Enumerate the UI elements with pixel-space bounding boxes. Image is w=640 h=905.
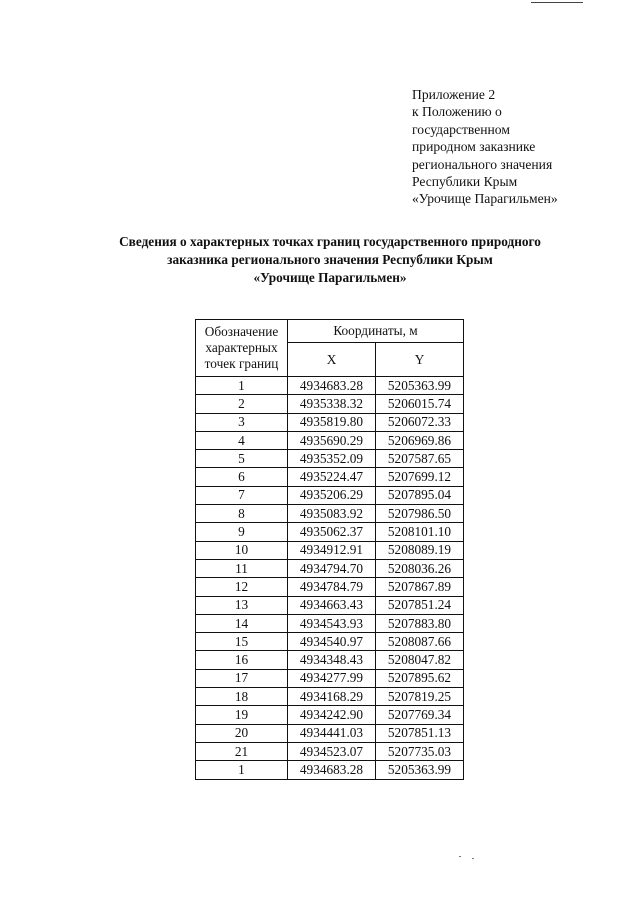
point-designation-header — [196, 320, 288, 377]
y-coordinate-cell: 5207769.34 — [376, 706, 464, 724]
document-title — [60, 233, 600, 287]
y-coordinate-cell: 5207851.24 — [376, 596, 464, 614]
table-row — [196, 651, 464, 669]
table-row — [196, 559, 464, 577]
point-id-cell: 10 — [196, 541, 288, 559]
appendix-line: регионального значения — [412, 156, 553, 172]
y-coordinate-cell: 5207819.25 — [376, 688, 464, 706]
point-id-cell: 1 — [196, 377, 288, 395]
point-id-cell: 8 — [196, 505, 288, 523]
appendix-line: природном заказнике — [412, 139, 536, 155]
point-id-cell: 15 — [196, 633, 288, 651]
table-row — [196, 596, 464, 614]
header-line: характерных — [205, 340, 278, 355]
scan-speck — [459, 856, 461, 857]
x-coordinate-cell: 4935083.92 — [288, 505, 376, 523]
table-row — [196, 468, 464, 486]
point-id-cell: 16 — [196, 651, 288, 669]
point-id-cell: 20 — [196, 724, 288, 742]
x-coordinate-cell: 4934348.43 — [288, 651, 376, 669]
x-coordinate-cell: 4935224.47 — [288, 468, 376, 486]
appendix-line: «Урочище Парагильмен» — [412, 191, 558, 207]
x-coordinate-cell: 4934794.70 — [288, 559, 376, 577]
x-coordinate-cell: 4934441.03 — [288, 724, 376, 742]
x-coordinate-cell: 4934912.91 — [288, 541, 376, 559]
y-coordinate-cell: 5207986.50 — [376, 505, 464, 523]
x-coordinate-cell: 4934663.43 — [288, 596, 376, 614]
y-coordinate-cell: 5206015.74 — [376, 395, 464, 413]
x-coordinate-cell: 4934168.29 — [288, 688, 376, 706]
y-coordinate-cell: 5207895.04 — [376, 486, 464, 504]
y-coordinate-cell: 5208036.26 — [376, 559, 464, 577]
x-column-header: X — [288, 343, 376, 377]
appendix-reference — [412, 86, 612, 208]
table-row — [196, 614, 464, 632]
header-line: точек границ — [204, 356, 279, 371]
table-row — [196, 486, 464, 504]
point-id-cell: 7 — [196, 486, 288, 504]
table-row — [196, 669, 464, 687]
point-id-cell: 19 — [196, 706, 288, 724]
boundary-points-table — [195, 319, 464, 780]
y-coordinate-cell: 5207735.03 — [376, 742, 464, 760]
table-row — [196, 742, 464, 760]
y-coordinate-cell: 5207895.62 — [376, 669, 464, 687]
x-coordinate-cell: 4934683.28 — [288, 761, 376, 779]
table-row — [196, 724, 464, 742]
x-coordinate-cell: 4935690.29 — [288, 431, 376, 449]
y-coordinate-cell: 5207851.13 — [376, 724, 464, 742]
point-id-cell: 2 — [196, 395, 288, 413]
y-coordinate-cell: 5207587.65 — [376, 450, 464, 468]
x-coordinate-cell: 4935352.09 — [288, 450, 376, 468]
point-id-cell: 6 — [196, 468, 288, 486]
table-row — [196, 578, 464, 596]
appendix-line: к Положению о — [412, 104, 502, 120]
x-coordinate-cell: 4934784.79 — [288, 578, 376, 596]
x-coordinate-cell: 4935819.80 — [288, 413, 376, 431]
appendix-line: Приложение 2 — [412, 87, 496, 102]
x-coordinate-cell: 4934277.99 — [288, 669, 376, 687]
appendix-line: Республики Крым — [412, 174, 518, 190]
x-coordinate-cell: 4935206.29 — [288, 486, 376, 504]
header-line: Обозначение — [204, 324, 279, 339]
y-coordinate-cell: 5207699.12 — [376, 468, 464, 486]
appendix-line: государственном — [412, 121, 510, 137]
x-coordinate-cell: 4934540.97 — [288, 633, 376, 651]
title-line: заказника регионального значения Республики Крым — [167, 252, 493, 267]
y-coordinate-cell: 5208087.66 — [376, 633, 464, 651]
table-row — [196, 450, 464, 468]
table-row — [196, 523, 464, 541]
point-id-cell: 14 — [196, 614, 288, 632]
x-coordinate-cell: 4934543.93 — [288, 614, 376, 632]
point-id-cell: 21 — [196, 742, 288, 760]
top-edge-rule — [531, 2, 583, 3]
y-coordinate-cell: 5208047.82 — [376, 651, 464, 669]
table-row — [196, 413, 464, 431]
x-coordinate-cell: 4934242.90 — [288, 706, 376, 724]
table-row — [196, 761, 464, 779]
table-row — [196, 688, 464, 706]
coordinates-header: Координаты, м — [288, 320, 464, 343]
table-row — [196, 706, 464, 724]
point-id-cell: 3 — [196, 413, 288, 431]
point-id-cell: 1 — [196, 761, 288, 779]
point-id-cell: 18 — [196, 688, 288, 706]
table-row — [196, 505, 464, 523]
point-id-cell: 17 — [196, 669, 288, 687]
y-coordinate-cell: 5205363.99 — [376, 377, 464, 395]
point-id-cell: 13 — [196, 596, 288, 614]
y-column-header: Y — [376, 343, 464, 377]
point-id-cell: 12 — [196, 578, 288, 596]
point-id-cell: 9 — [196, 523, 288, 541]
table-row — [196, 377, 464, 395]
point-id-cell: 11 — [196, 559, 288, 577]
title-line: Сведения о характерных точках границ государственного природного — [119, 234, 541, 249]
x-coordinate-cell: 4934523.07 — [288, 742, 376, 760]
y-coordinate-cell: 5208101.10 — [376, 523, 464, 541]
table-row — [196, 633, 464, 651]
title-line: «Урочище Парагильмен» — [253, 270, 407, 285]
x-coordinate-cell: 4935062.37 — [288, 523, 376, 541]
point-id-cell: 4 — [196, 431, 288, 449]
table-row — [196, 541, 464, 559]
y-coordinate-cell: 5207883.80 — [376, 614, 464, 632]
table-row — [196, 395, 464, 413]
point-id-cell: 5 — [196, 450, 288, 468]
y-coordinate-cell: 5205363.99 — [376, 761, 464, 779]
scan-speck — [472, 858, 474, 859]
y-coordinate-cell: 5206072.33 — [376, 413, 464, 431]
x-coordinate-cell: 4935338.32 — [288, 395, 376, 413]
x-coordinate-cell: 4934683.28 — [288, 377, 376, 395]
y-coordinate-cell: 5206969.86 — [376, 431, 464, 449]
table-row — [196, 431, 464, 449]
y-coordinate-cell: 5207867.89 — [376, 578, 464, 596]
y-coordinate-cell: 5208089.19 — [376, 541, 464, 559]
